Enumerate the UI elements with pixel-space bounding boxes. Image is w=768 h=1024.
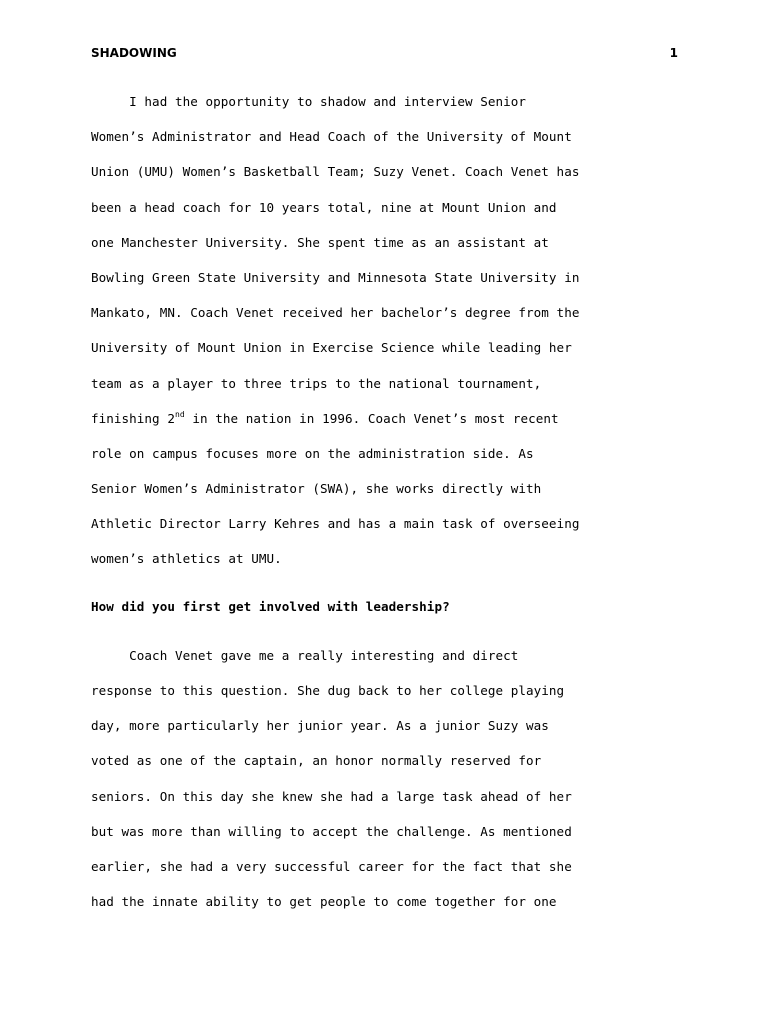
paragraph-line: seniors. On this day she knew she had a large task ahead of her xyxy=(91,788,572,804)
paragraph-line: team as a player to three trips to the national tournament, xyxy=(91,375,542,391)
line-text: finishing 2 xyxy=(91,410,175,426)
paragraph-line: Coach Venet gave me a really interesting and direct xyxy=(91,647,519,663)
paragraph-line: Bowling Green State University and Minnesota State University in xyxy=(91,269,580,285)
paragraph-line: response to this question. She dug back to her college playing xyxy=(91,683,565,698)
paragraph-line: been a head coach for 10 years total, nine at Mount Union and xyxy=(91,199,557,215)
paragraph-line: role on campus focuses more on the administration side. As xyxy=(91,445,534,461)
paragraph-line: Senior Women’s Administrator (SWA), she works directly with xyxy=(91,481,542,497)
question-heading: How did you first get involved with leadership? xyxy=(91,598,450,614)
paragraph-line: earlier, she had a very successful career for the fact that she xyxy=(91,858,572,874)
page-number: 1 xyxy=(669,46,678,60)
paragraph-line: but was more than willing to accept the challenge. As mentioned xyxy=(91,823,572,839)
paragraph-line: Mankato, MN. Coach Venet received her bachelor’s degree from the xyxy=(91,305,580,321)
answer-paragraph xyxy=(91,644,681,926)
paragraph-line: Women’s Administrator and Head Coach of the University of Mount xyxy=(91,129,572,145)
paragraph-line: women’s athletics at UMU. xyxy=(91,551,282,567)
page-header xyxy=(91,46,678,64)
paragraph-line: had the innate ability to get people to come together for one xyxy=(91,894,557,910)
paragraph-line: voted as one of the captain, an honor normally reserved for xyxy=(91,753,542,769)
paragraph-line: one Manchester University. She spent time as an assistant at xyxy=(91,234,549,250)
paragraph-line: day, more particularly her junior year. As a junior Suzy was xyxy=(91,718,549,734)
document-body xyxy=(91,90,681,925)
paragraph-line xyxy=(91,407,681,442)
paragraph-line: University of Mount Union in Exercise Science while leading her xyxy=(91,340,572,356)
line-text: in the nation in 1996. Coach Venet’s most recent xyxy=(184,410,559,426)
paragraph-line: Athletic Director Larry Kehres and has a main task of overseeing xyxy=(91,516,580,532)
running-head: SHADOWING xyxy=(91,46,177,60)
paragraph-line: I had the opportunity to shadow and interview Senior xyxy=(91,94,527,109)
paragraph-line: Union (UMU) Women’s Basketball Team; Suzy Venet. Coach Venet has xyxy=(91,164,580,180)
ordinal-superscript: nd xyxy=(174,409,185,419)
intro-paragraph xyxy=(91,90,681,583)
